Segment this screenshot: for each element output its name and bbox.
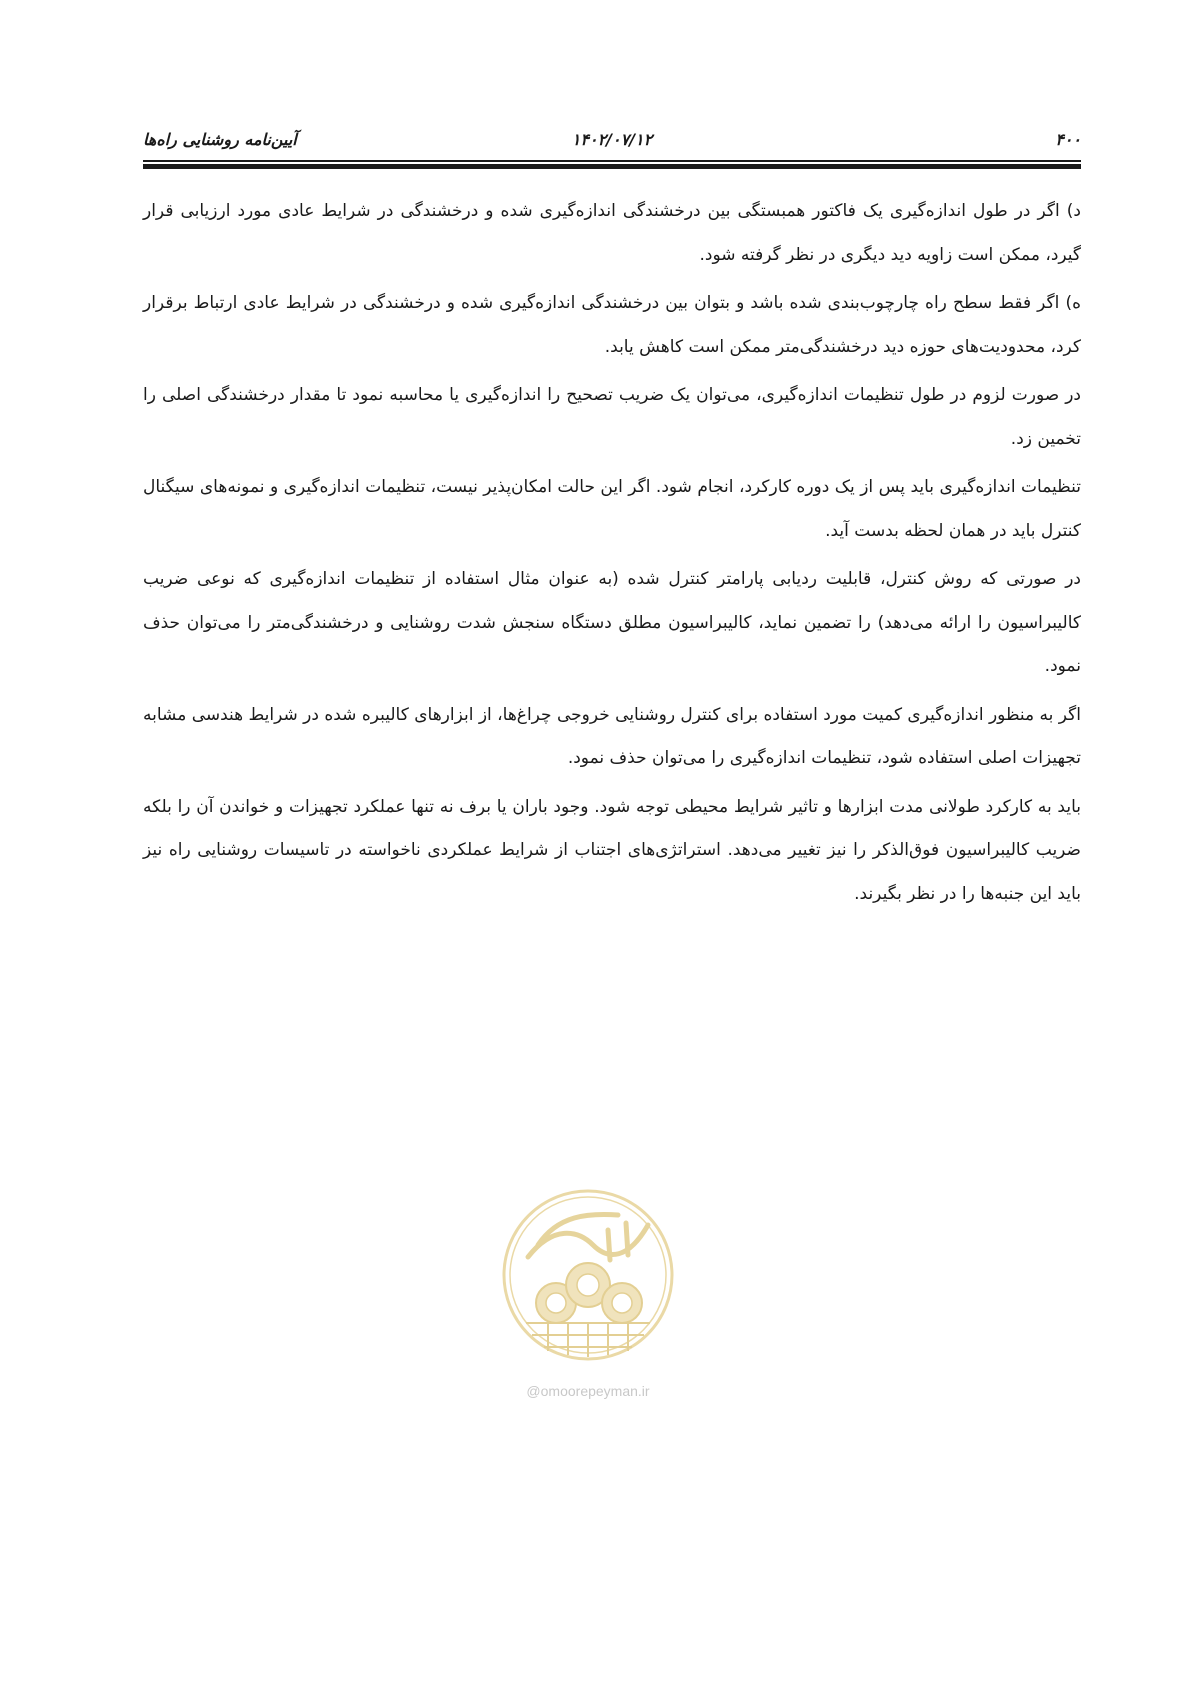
paragraph: د) اگر در طول اندازه‌گیری یک فاکتور همبستگی بین درخشندگی اندازه‌گیری شده و درخشندگی در شرایط عادی مورد ارزیابی قرار گیرد، ممکن است زاویه دید دیگری در نظر گرفته شود.	[143, 201, 1081, 265]
page-header	[143, 128, 1081, 152]
paragraph: تنظیمات اندازه‌گیری باید پس از یک دوره کارکرد، انجام شود. اگر این حالت امکان‌پذیر نیست، تنظیمات اندازه‌گیری و نمونه‌های سیگنال کنترل باید در همان لحظه بدست آید.	[143, 477, 1081, 541]
body-text	[143, 190, 1081, 921]
paragraph: در صورت لزوم در طول تنظیمات اندازه‌گیری، می‌توان یک ضریب تصحیح را اندازه‌گیری یا محاسبه نمود تا مقدار درخشندگی اصلی را تخمین زد.	[143, 385, 1081, 449]
watermark-url: @omoorepeyman.ir	[526, 1383, 650, 1399]
header-date: ۱۴۰۲/۰۷/۱۲	[571, 130, 653, 149]
header-rule-thick	[143, 164, 1081, 169]
paragraph: در صورتی که روش کنترل، قابلیت ردیابی پارامتر کنترل شده (به عنوان مثال استفاده از تنظیمات اندازه‌گیری که نوعی ضریب کالیبراسیون را ارائه می‌دهد) را تضمین نماید، کالیبراسیون مطلق دستگاه سنجش شدت روشنایی و درخشندگی‌متر را می‌توان حذف نمود.	[143, 569, 1081, 676]
paragraph: اگر به منظور اندازه‌گیری کمیت مورد استفاده برای کنترل روشنایی خروجی چراغ‌ها، از ابزارهای کالیبره شده در شرایط هندسی مشابه تجهیزات اصلی استفاده شود، تنظیمات اندازه‌گیری را می‌توان حذف نمود.	[143, 704, 1081, 768]
page-number: ۴۰۰	[1055, 130, 1081, 149]
header-rule-thin	[143, 160, 1081, 162]
paragraph: ه) اگر فقط سطح راه چارچوب‌بندی شده باشد و بتوان بین درخشندگی اندازه‌گیری شده و درخشندگی در شرایط عادی ارتباط برقرار کرد، محدودیت‌های حوزه دید درخشندگی‌متر ممکن است کاهش یابد.	[143, 293, 1081, 357]
watermark-logo	[498, 1185, 678, 1365]
paragraph: باید به کارکرد طولانی مدت ابزارها و تاثیر شرایط محیطی توجه شود. وجود باران یا برف نه تنها عملکرد تجهیزات و خواندن آن را بلکه ضریب کالیبراسیون فوق‌الذکر را نیز تغییر می‌دهد. استراتژی‌های اجتناب از شرایط عملکردی ناخواسته در تاسیسات روشنایی راه نیز باید این جنبه‌ها را در نظر بگیرند.	[143, 796, 1081, 904]
document-title: آیین‌نامه روشنایی راه‌ها	[143, 130, 297, 149]
